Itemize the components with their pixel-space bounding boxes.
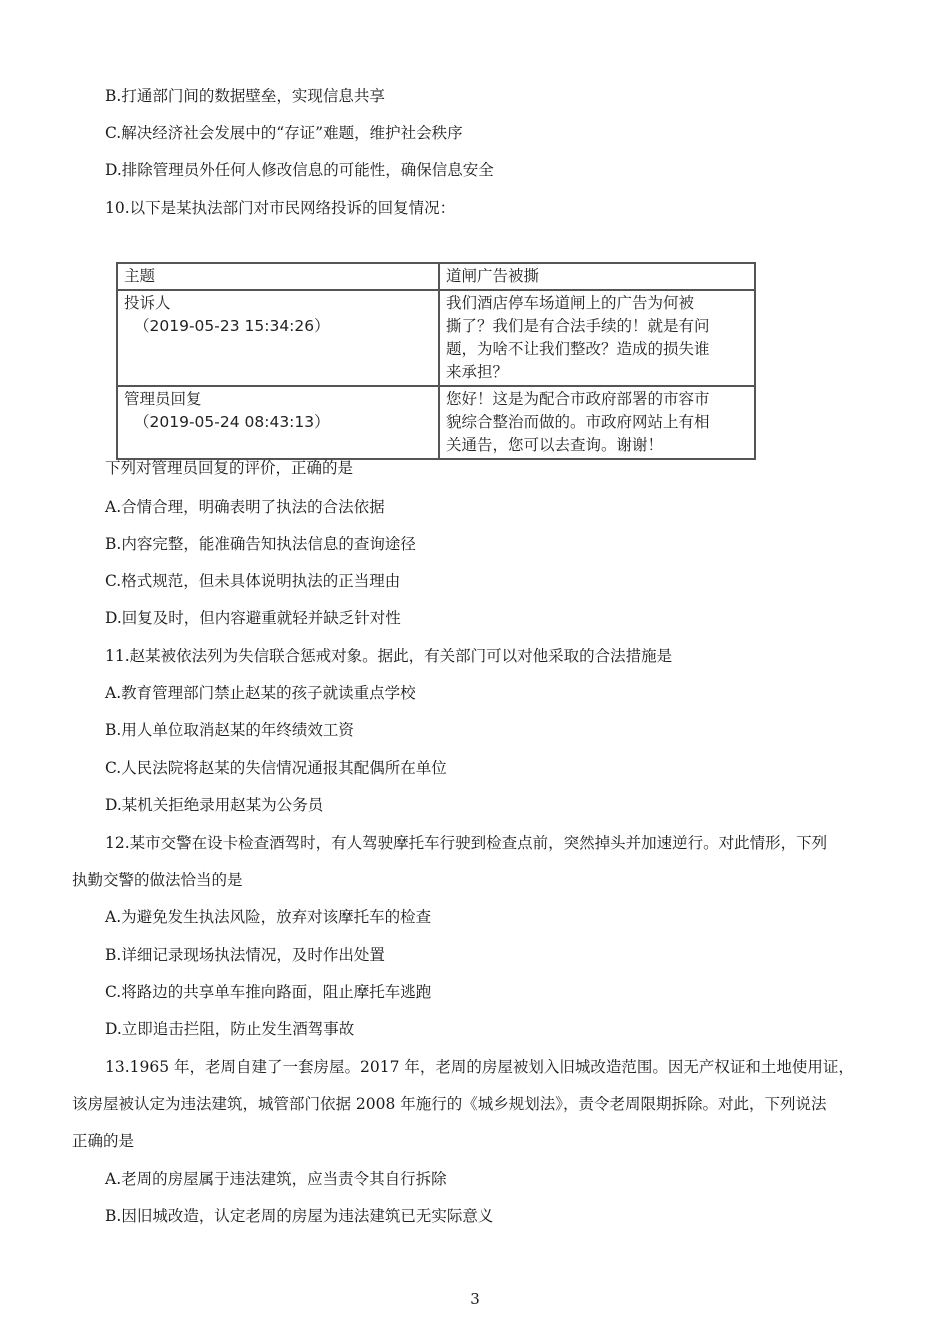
table-row <box>117 263 755 290</box>
q10-option-b: B.内容完整，能准确告知执法信息的查询途径 <box>105 535 416 553</box>
admin-reply-label: 管理员回复 <box>124 390 202 408</box>
complaint-line: 我们酒店停车场道闸上的广告为何被 <box>446 294 695 312</box>
q9-option-b: B.打通部门间的数据壁垒，实现信息共享 <box>105 87 385 105</box>
q10-option-a: A.合情合理，明确表明了执法的合法依据 <box>105 498 385 516</box>
q13-stem-line1: 13.1965 年，老周自建了一套房屋。2017 年，老周的房屋被划入旧城改造范围。因无产权证和土地使用证， <box>105 1058 854 1076</box>
complaint-content <box>439 290 755 386</box>
q9-option-d: D.排除管理员外任何人修改信息的可能性，确保信息安全 <box>105 161 494 179</box>
complaint-table <box>116 262 756 460</box>
q13-option-a: A.老周的房屋属于违法建筑，应当责令其自行拆除 <box>105 1170 447 1188</box>
complaint-line: 题，为啥不让我们整改？造成的损失谁 <box>446 340 710 358</box>
q12-stem-line1: 12.某市交警在设卡检查酒驾时，有人驾驶摩托车行驶到检查点前，突然掉头并加速逆行。对此情形，下列 <box>105 834 828 852</box>
reply-content <box>439 386 755 459</box>
table-header-right: 道闸广告被撕 <box>439 263 755 290</box>
q11-option-d: D.某机关拒绝录用赵某为公务员 <box>105 796 324 814</box>
reply-time: （2019-05-24 08:43:13） <box>134 413 330 431</box>
complaint-time: （2019-05-23 15:34:26） <box>134 317 330 335</box>
reply-line: 您好！这是为配合市政府部署的市容市 <box>446 390 710 408</box>
q11-option-b: B.用人单位取消赵某的年终绩效工资 <box>105 721 354 739</box>
complainant-label: 投诉人 <box>124 294 171 312</box>
complaint-line: 来承担？ <box>446 363 509 381</box>
table-header-left: 主题 <box>117 263 439 290</box>
q10-stem: 10.以下是某执法部门对市民网络投诉的回复情况： <box>105 199 456 217</box>
q13-stem-line3: 正确的是 <box>72 1132 135 1150</box>
q12-option-a: A.为避免发生执法风险，放弃对该摩托车的检查 <box>105 908 432 926</box>
q10-question: 下列对管理员回复的评价，正确的是 <box>105 459 354 477</box>
complainant-cell <box>117 290 439 386</box>
q9-option-c: C.解决经济社会发展中的“存证”难题，维护社会秩序 <box>105 124 463 142</box>
table-row <box>117 290 755 386</box>
q12-option-b: B.详细记录现场执法情况，及时作出处置 <box>105 946 385 964</box>
complaint-line: 撕了？我们是有合法手续的！就是有问 <box>446 317 710 335</box>
page-number: 3 <box>470 1290 480 1308</box>
q12-option-d: D.立即追击拦阻，防止发生酒驾事故 <box>105 1020 355 1038</box>
reply-line: 貌综合整治而做的。市政府网站上有相 <box>446 413 710 431</box>
admin-reply-cell <box>117 386 439 459</box>
q13-stem-line2: 该房屋被认定为违法建筑，城管部门依据 2008 年施行的《城乡规划法》，责令老周限期拆除。对此，下列说法 <box>72 1095 827 1113</box>
reply-line: 关通告，您可以去查询。谢谢！ <box>446 436 664 454</box>
q11-option-c: C.人民法院将赵某的失信情况通报其配偶所在单位 <box>105 759 447 777</box>
q12-option-c: C.将路边的共享单车推向路面，阻止摩托车逃跑 <box>105 983 432 1001</box>
q12-stem-line2: 执勤交警的做法恰当的是 <box>72 871 243 889</box>
q11-stem: 11.赵某被依法列为失信联合惩戒对象。据此，有关部门可以对他采取的合法措施是 <box>105 647 673 665</box>
table-row <box>117 386 755 459</box>
q11-option-a: A.教育管理部门禁止赵某的孩子就读重点学校 <box>105 684 416 702</box>
q10-option-c: C.格式规范，但未具体说明执法的正当理由 <box>105 572 401 590</box>
q13-option-b: B.因旧城改造，认定老周的房屋为违法建筑已无实际意义 <box>105 1207 494 1225</box>
q10-option-d: D.回复及时，但内容避重就轻并缺乏针对性 <box>105 609 401 627</box>
